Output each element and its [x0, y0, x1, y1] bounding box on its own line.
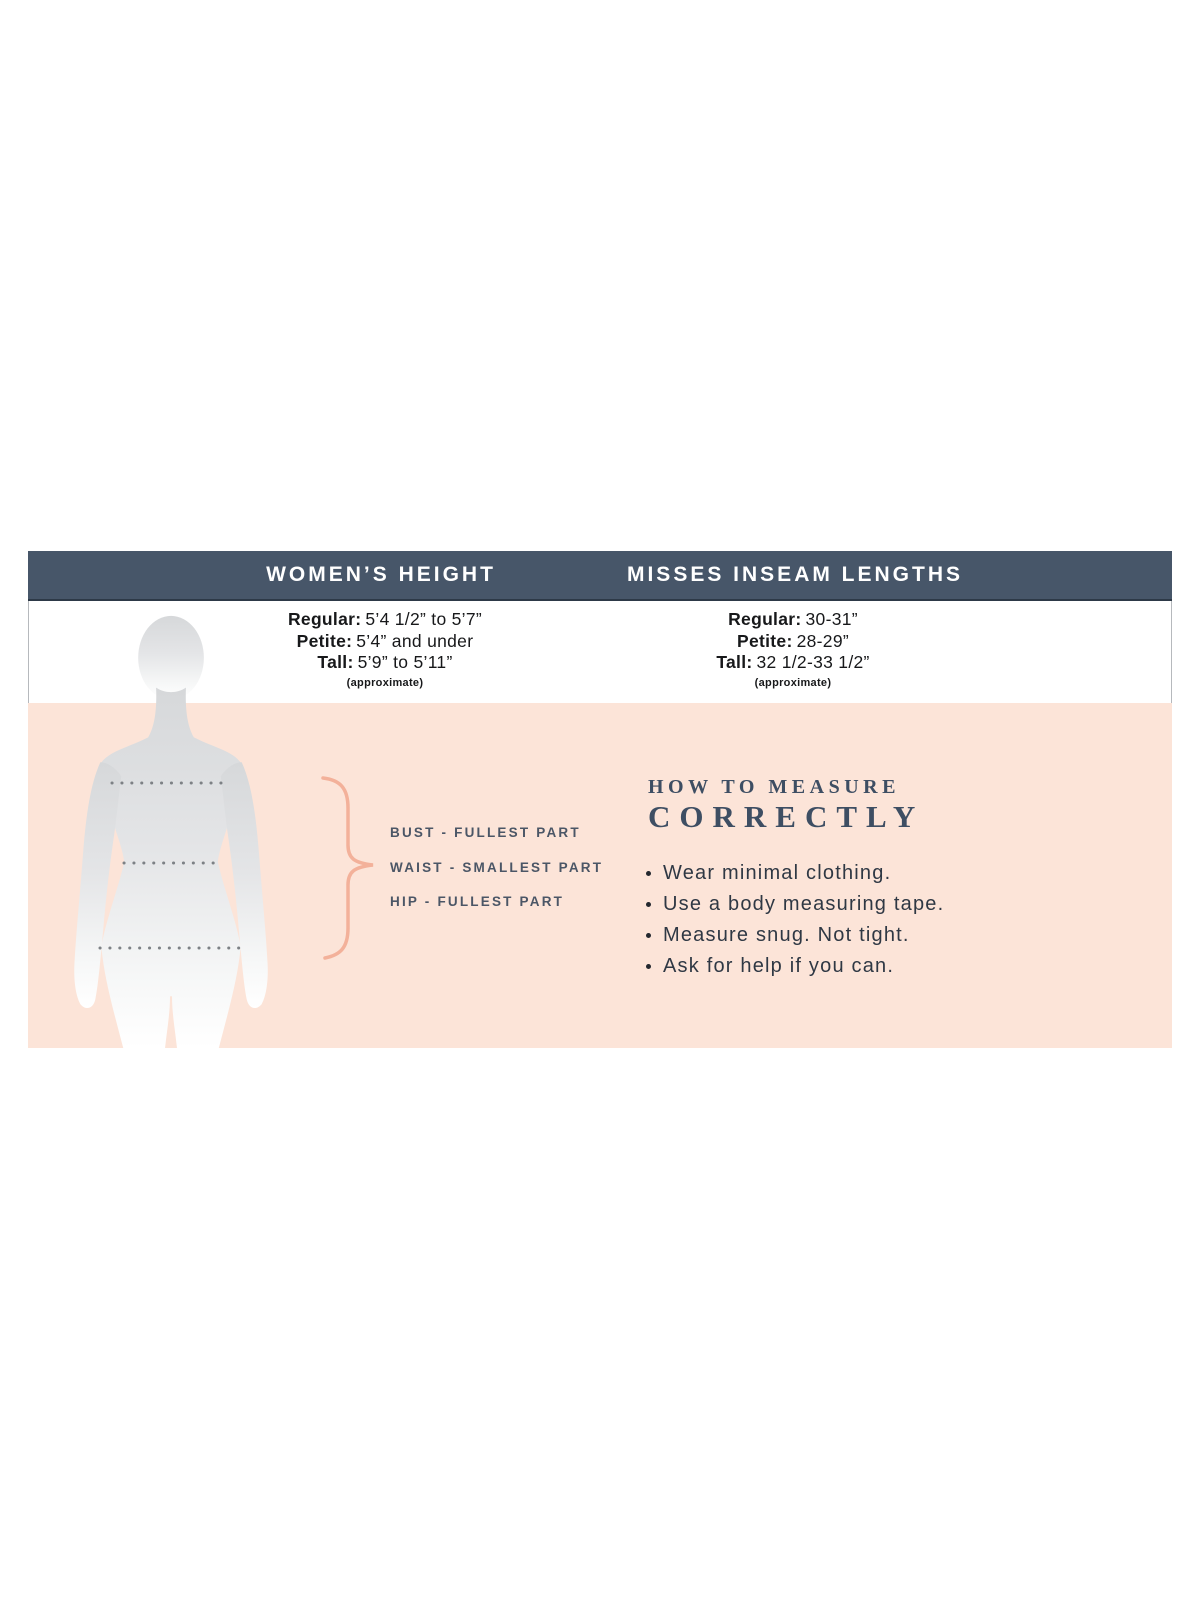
row-value: 30-31” — [805, 609, 858, 629]
tip-text: Use a body measuring tape. — [663, 893, 945, 915]
bullet-icon — [646, 964, 651, 969]
how-to-measure-title — [648, 775, 924, 834]
tip-text: Ask for help if you can. — [663, 955, 895, 977]
inseam-row-regular — [583, 609, 1003, 631]
approximate-note: (approximate) — [346, 676, 424, 689]
female-body-silhouette — [60, 600, 290, 1048]
hip-label: HIP - FULLEST PART — [390, 894, 565, 909]
tip-text: Measure snug. Not tight. — [663, 924, 910, 946]
inseam-row-petite — [583, 631, 1003, 653]
row-label: Tall: — [716, 652, 753, 672]
title-line-1: HOW TO MEASURE — [648, 776, 900, 798]
inseam-column — [583, 601, 1003, 689]
size-guide-panel — [28, 551, 1172, 1048]
table-header-bar — [28, 551, 1172, 601]
tip-text: Wear minimal clothing. — [663, 862, 892, 884]
list-item — [646, 920, 944, 951]
row-label: Tall: — [317, 652, 354, 672]
row-value: 5’9” to 5’11” — [357, 652, 453, 672]
row-label: Petite: — [296, 630, 353, 651]
column-header-womens-height: WOMEN’S HEIGHT — [266, 563, 496, 586]
inseam-row-tall — [583, 652, 1003, 674]
row-label: Petite: — [737, 630, 793, 651]
row-value: 5’4 1/2” to 5’7” — [365, 609, 483, 629]
list-item — [646, 889, 944, 920]
bullet-icon — [646, 902, 651, 907]
row-value: 28-29” — [796, 630, 849, 651]
bullet-icon — [646, 933, 651, 938]
list-item — [646, 951, 944, 982]
column-header-misses-inseam: MISSES INSEAM LENGTHS — [626, 563, 964, 586]
bust-label: BUST - FULLEST PART — [390, 825, 581, 840]
measuring-tips-list — [646, 858, 944, 982]
title-line-2: CORRECTLY — [648, 799, 925, 834]
bullet-icon — [646, 871, 651, 876]
approximate-note: (approximate) — [754, 676, 832, 689]
row-value: 5’4” and under — [356, 630, 474, 651]
row-label: Regular: — [287, 609, 362, 629]
row-value: 32 1/2-33 1/2” — [756, 652, 870, 672]
waist-label: WAIST - SMALLEST PART — [390, 860, 604, 875]
row-label: Regular: — [728, 609, 802, 629]
list-item — [646, 858, 944, 889]
